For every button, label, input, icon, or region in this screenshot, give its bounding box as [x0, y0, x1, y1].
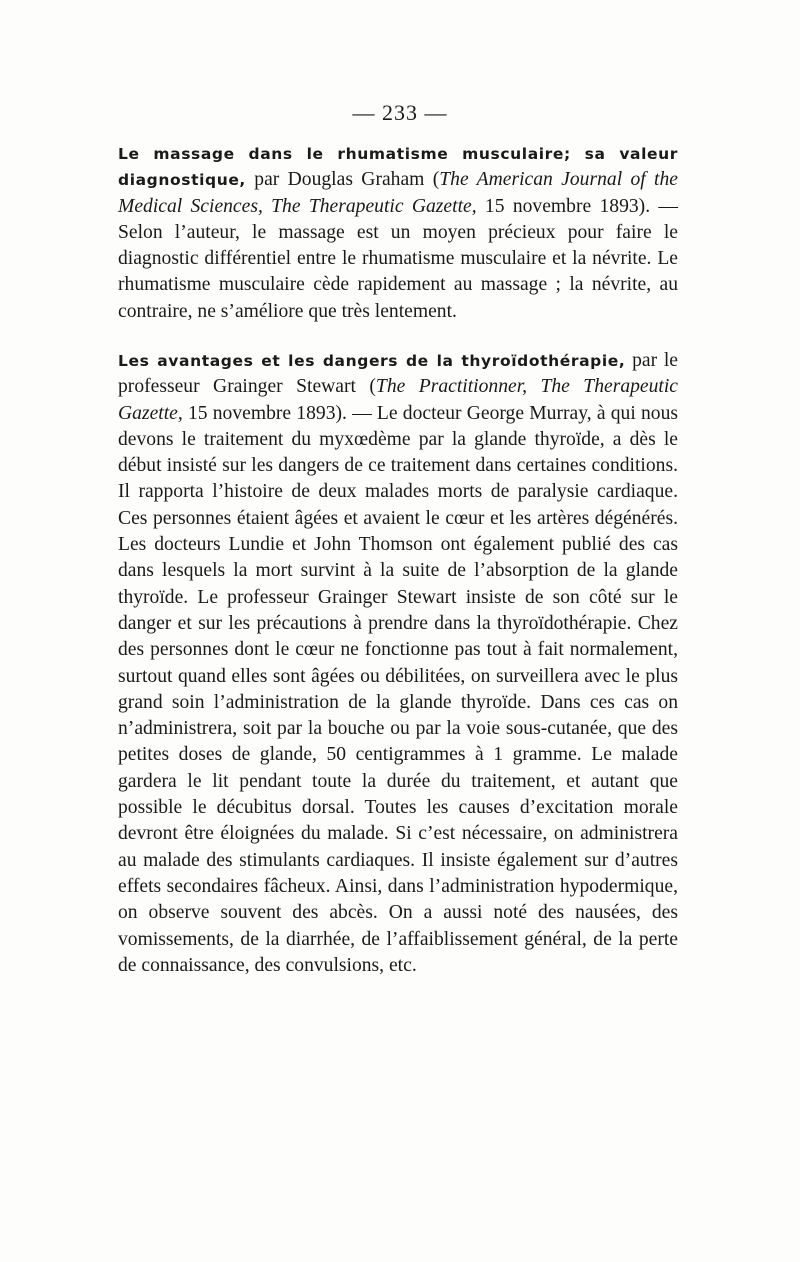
article-thyroidotherapie: [118, 348, 678, 979]
citation-date: 15 novembre 1893).: [476, 195, 651, 217]
article-title: Les avantages et les dangers de la thyroïdothérapie,: [118, 352, 626, 370]
author-intro: par Douglas Graham (: [245, 169, 440, 191]
article-body: — Selon l’auteur, le massage est un moyen précieux pour faire le diagnostic différentiel entre le rhumatisme musculaire et la névrite. Le rhumatisme musculaire cède rapidement au massage ; la névrite, au contraire, ne s’améliore que très lentement.: [118, 195, 678, 322]
article-body: — Le docteur George Murray, à qui nous devons le traitement du myxœdème par la glande thyroïde, a dès le début insisté sur les dangers de ce traitement dans certaines conditions. Il rapporta l’histoire de deux malades morts de paralysie cardiaque. Ces personnes étaient âgées et avaient le cœur et les artères dégénérés. Les docteurs Lundie et John Thomson ont également publié des cas dans lesquels la mort survint à la suite de l’absorption de la glande thyroïde. Le professeur Grainger Stewart insiste de son côté sur le danger et sur les précautions à prendre dans la thyroïdothérapie. Chez des personnes dont le cœur ne fonctionne pas tout à fait normalement, surtout quand elles sont âgées ou débilitées, on surveillera avec le plus grand soin l’administration de la glande thyroïde. Dans ces cas on n’administrera, soit par la bouche ou par la voie sous-cutanée, que des petites doses de glande, 50 centigrammes à 1 gramme. Le malade gardera le lit pendant toute la durée du traitement, et autant que possible le décubitus dorsal. Toutes les causes d’excitation morale devront être éloignées du malade. Si c’est nécessaire, on administrera au malade des stimulants cardiaques. Il insiste également sur d’autres effets secondaires fâcheux. Ainsi, dans l’administration hypodermique, on observe souvent des abcès. On a aussi noté des nausées, des vomissements, de la diarrhée, de l’affaiblissement général, de la perte de connaissance, des convulsions, etc.: [118, 402, 678, 976]
journal-citation: The American Journal of the Medical Sciences, The Therapeutic Gazette,: [118, 169, 678, 217]
article-massage: [118, 141, 678, 325]
journal-citation: The Practitionner, The Therapeutic Gazette,: [118, 376, 678, 424]
author-intro: par le professeur Grainger Stewart (: [118, 350, 678, 398]
citation-date: 15 novembre 1893).: [182, 402, 347, 424]
page-number: — 233 —: [352, 100, 448, 125]
article-title: Le massage dans le rhumatisme musculaire; sa valeur diagnostique,: [118, 145, 678, 190]
